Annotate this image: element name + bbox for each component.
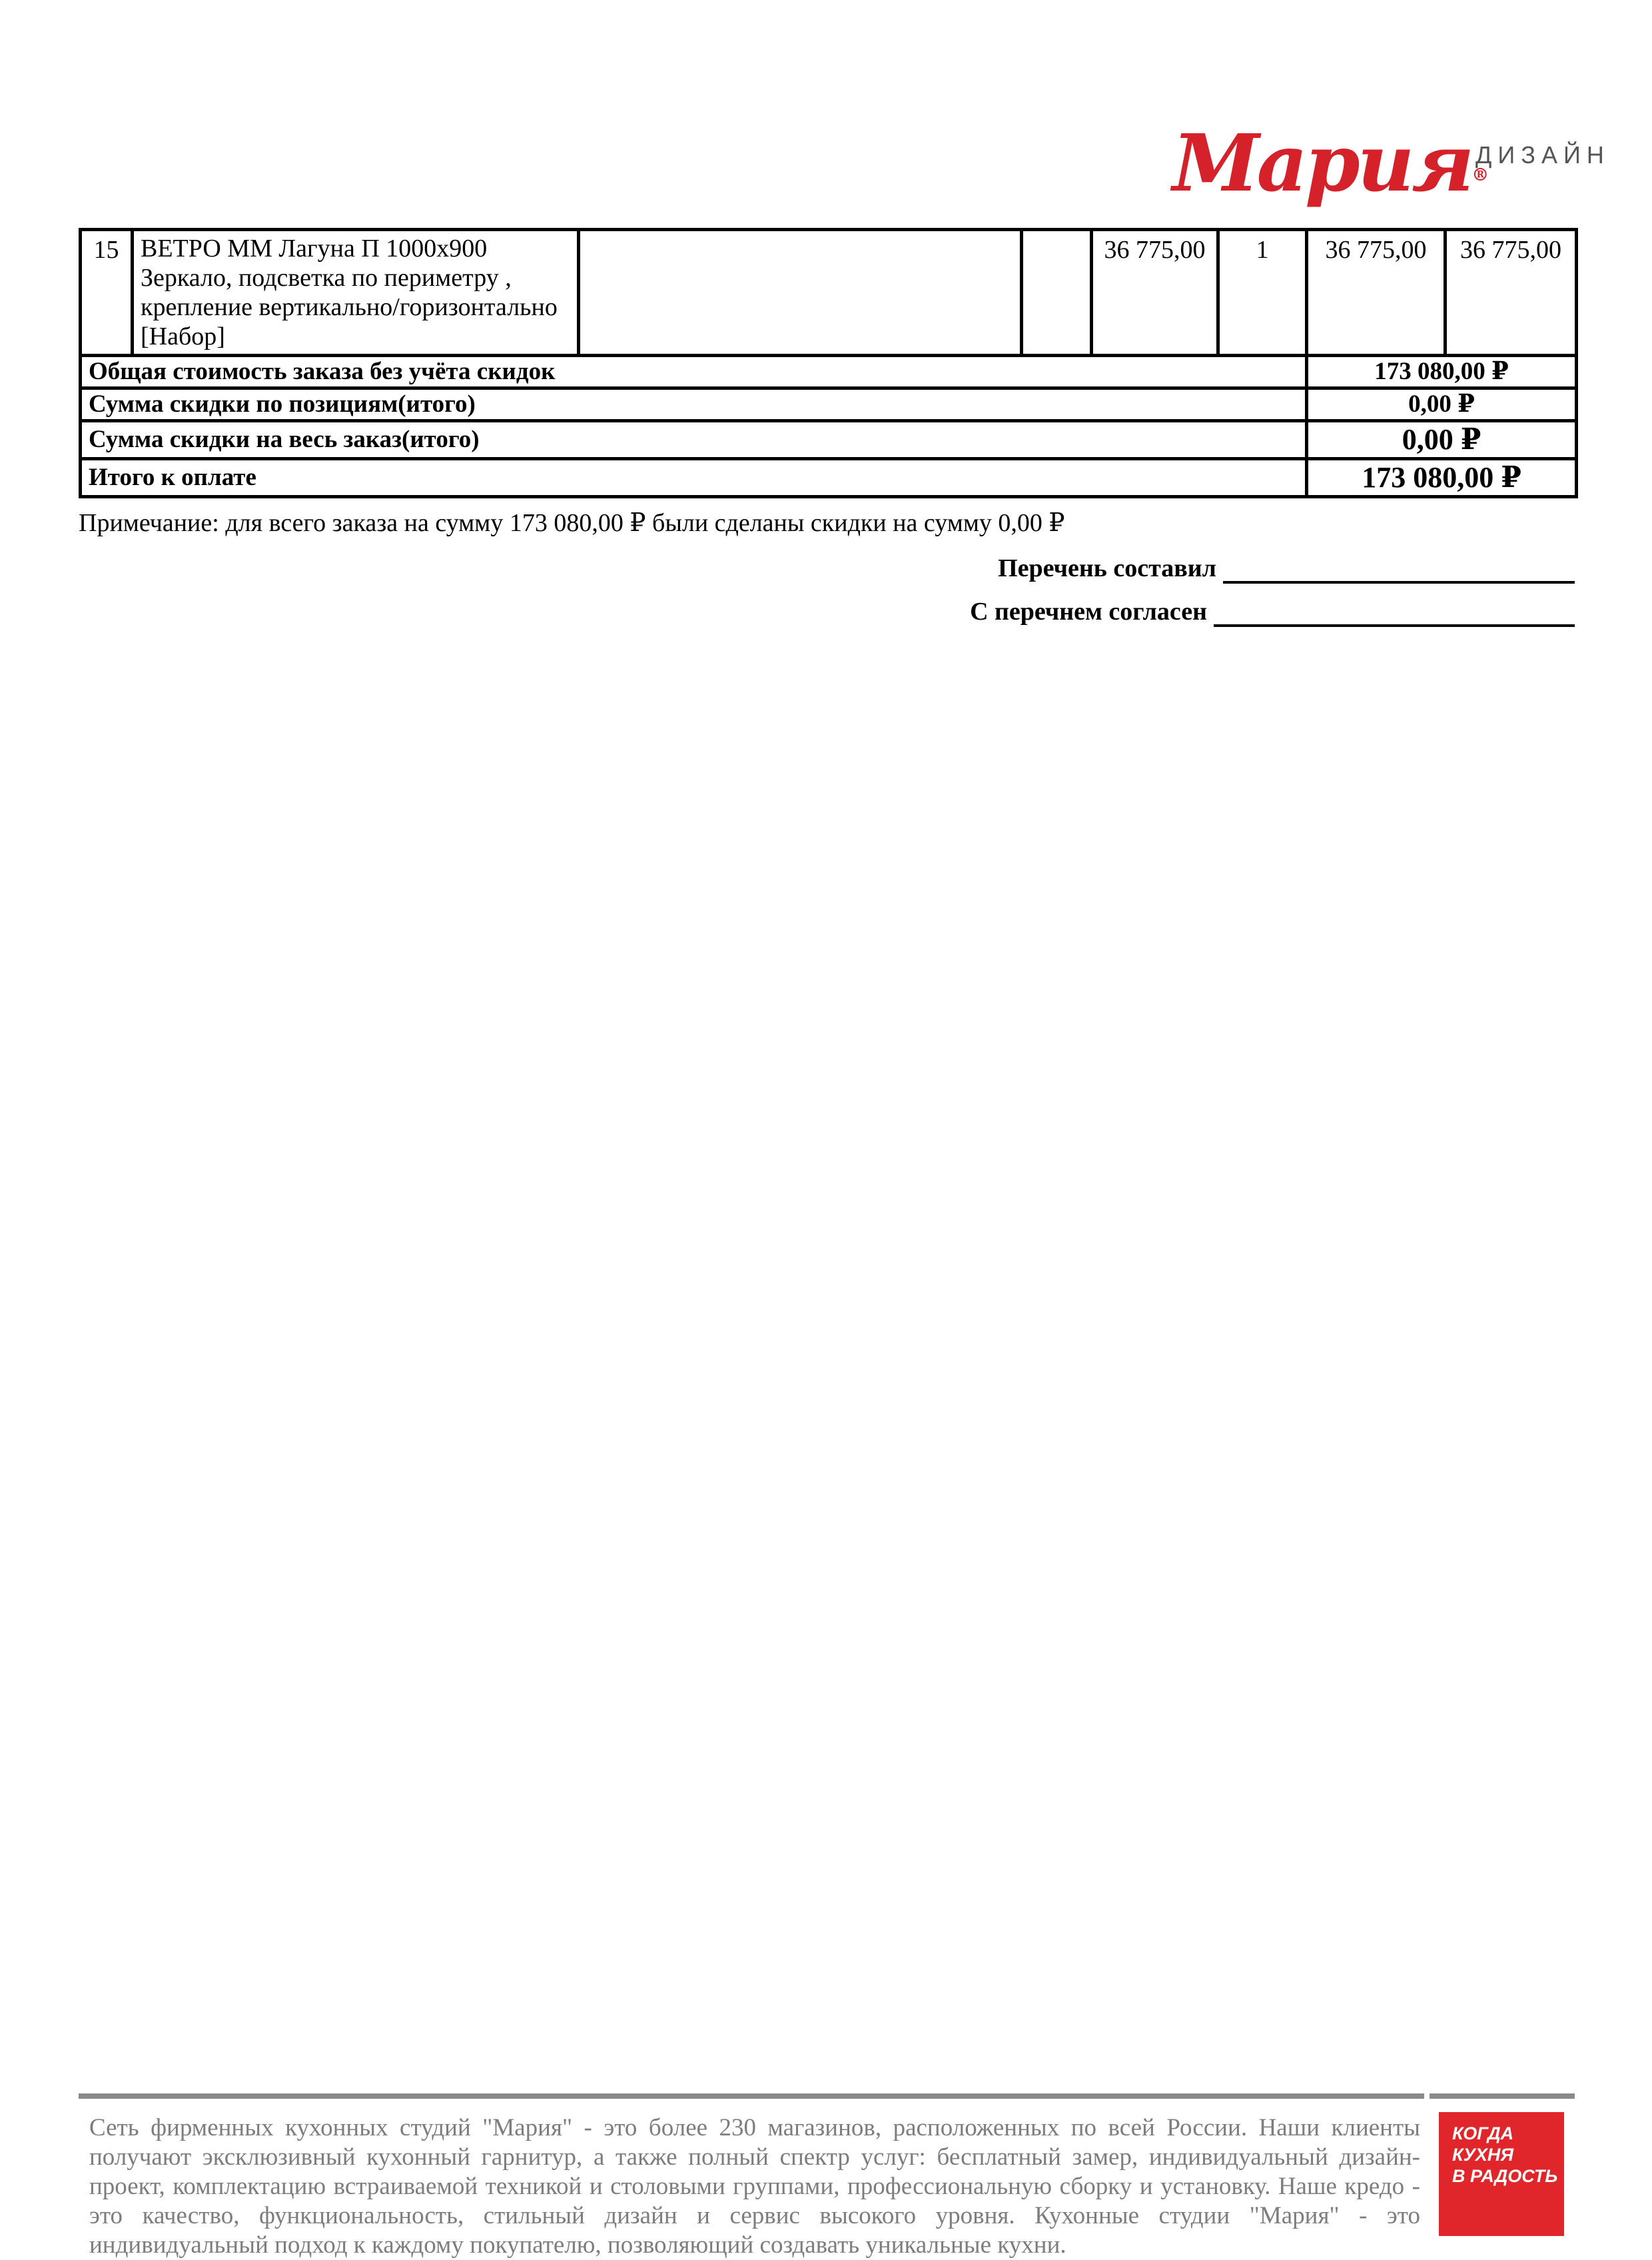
registered-mark: ®	[1471, 165, 1487, 185]
signature-label: С перечнем согласен	[970, 598, 1207, 626]
row-sum: 36 775,00	[1307, 230, 1446, 356]
footer-text: Сеть фирменных кухонных студий "Мария" - это более 230 магазинов, расположенных по всей России. Наши клиенты получают эксклюзивный кухонный гарнитур, а также полный спектр услуг: бесплатный замер, индивидуальный дизайн-проект, комплектацию встраиваемой техникой и столовыми группами, профессиональную сборку и установку. Наше кредо - это качество, функциональность, стильный дизайн и сервис высокого уровня. Кухонные студии "Мария" - это индивидуальный подход к каждому покупателю, позволяющий создавать уникальные кухни.	[89, 2114, 1420, 2259]
summary-label: Общая стоимость заказа без учёта скидок	[81, 356, 1307, 388]
row-quantity: 1	[1218, 230, 1307, 356]
description-line: крепление вертикально/горизонтально	[141, 293, 558, 321]
summary-row-order-discount	[81, 421, 1577, 459]
row-description	[133, 230, 579, 356]
table-row	[81, 230, 1577, 356]
signature-label: Перечень составил	[998, 554, 1216, 582]
signature-line	[1214, 598, 1575, 627]
summary-label: Сумма скидки по позициям(итого)	[81, 388, 1307, 421]
summary-value: 0,00 ₽	[1307, 421, 1577, 459]
footer-divider	[1430, 2093, 1575, 2099]
brand-logo	[1172, 117, 1610, 209]
badge-line: В РАДОСТЬ	[1452, 2166, 1558, 2186]
description-line: Зеркало, подсветка по периметру ,	[141, 264, 512, 292]
summary-row-total-without-discount	[81, 356, 1577, 388]
slogan-badge	[1439, 2112, 1564, 2236]
row-extra-1	[579, 230, 1022, 356]
description-line: ВЕТРО ММ Лагуна П 1000х900	[141, 235, 488, 263]
summary-label: Сумма скидки на весь заказ(итого)	[81, 421, 1307, 459]
summary-value: 173 080,00 ₽	[1307, 356, 1577, 388]
order-table	[79, 228, 1578, 498]
brand-wordmark: Мария®	[1172, 117, 1487, 209]
summary-value: 0,00 ₽	[1307, 388, 1577, 421]
summary-label: Итого к оплате	[81, 459, 1307, 497]
badge-line: КУХНЯ	[1452, 2145, 1514, 2165]
signature-compiled	[998, 553, 1575, 584]
signature-line	[1223, 554, 1575, 584]
brand-suffix: ДИЗАЙН	[1475, 141, 1610, 169]
row-index: 15	[81, 230, 133, 356]
badge-line: КОГДА	[1452, 2123, 1514, 2143]
footer-divider	[79, 2093, 1424, 2099]
row-extra-2	[1022, 230, 1092, 356]
description-line: [Набор]	[141, 322, 225, 350]
summary-row-total-to-pay	[81, 459, 1577, 497]
signature-agreed	[970, 596, 1575, 627]
summary-value: 173 080,00 ₽	[1307, 459, 1577, 497]
row-price: 36 775,00	[1092, 230, 1218, 356]
row-total: 36 775,00	[1446, 230, 1577, 356]
order-note: Примечание: для всего заказа на сумму 173 080,00 ₽ были сделаны скидки на сумму 0,00 ₽	[79, 509, 1065, 537]
summary-row-item-discount	[81, 388, 1577, 421]
